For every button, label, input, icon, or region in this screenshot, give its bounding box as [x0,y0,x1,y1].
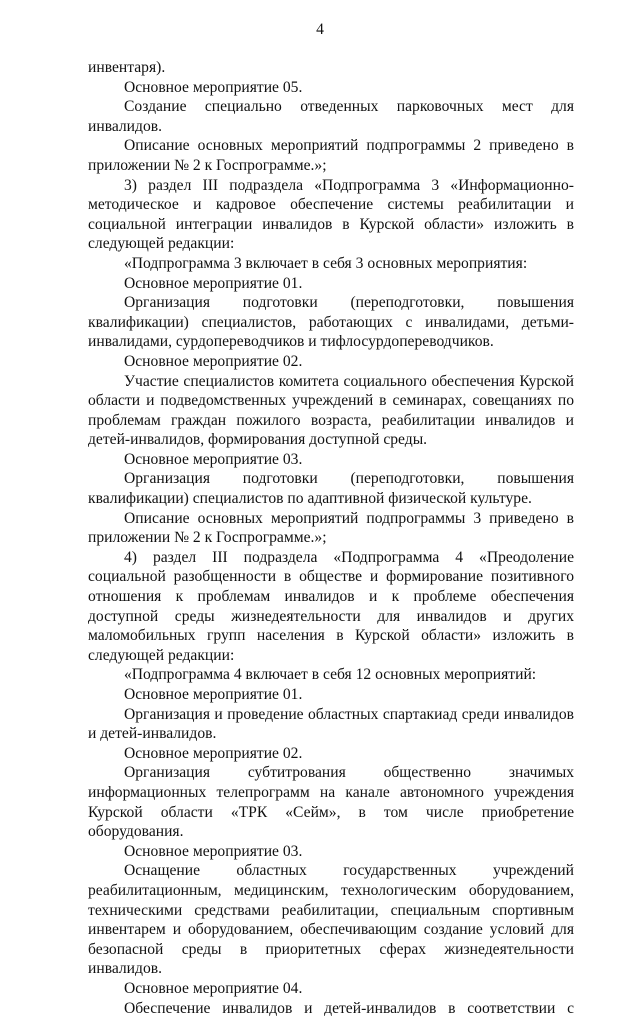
paragraph: инвентаря). [88,58,574,78]
paragraph: Основное мероприятие 02. [88,352,574,372]
paragraph: Основное мероприятие 03. [88,450,574,470]
paragraph: Организация подготовки (переподготовки, повышения квалификации) специалистов, работающих с инвалидами, детьми-инвалидами, сурдопереводчиков и тифлосурдопереводчиков. [88,293,574,352]
paragraph: 4) раздел III подраздела «Подпрограмма 4 «Преодоление социальной разобщенности в обществе и формирование позитивного отношения к проблемам инвалидов и к проблеме обеспечения доступной среды жизнедеятельности для инвалидов и других маломобильных групп населения в Курской области» изложить в следующей редакции: [88,548,574,666]
paragraph: Основное мероприятие 04. [88,979,574,999]
paragraph: Участие специалистов комитета социального обеспечения Курской области и подведомственных учреждений в семинарах, совещаниях по проблемам граждан пожилого возраста, реабилитации инвалидов и детей-инвалидов, формирования доступной среды. [88,372,574,450]
paragraph: Основное мероприятие 02. [88,744,574,764]
paragraph: 3) раздел III подраздела «Подпрограмма 3 «Информационно-методическое и кадровое обеспечение системы реабилитации и социальной интеграции инвалидов в Курской области» изложить в следующей редакции: [88,176,574,254]
paragraph: Основное мероприятие 01. [88,274,574,294]
paragraph: Создание специально отведенных парковочных мест для инвалидов. [88,97,574,136]
document-body [88,58,574,1018]
paragraph: Организация и проведение областных спартакиад среди инвалидов и детей-инвалидов. [88,705,574,744]
paragraph: Описание основных мероприятий подпрограммы 2 приведено в приложении № 2 к Госпрограмме.»; [88,136,574,175]
paragraph: Описание основных мероприятий подпрограммы 3 приведено в приложении № 2 к Госпрограмме.»; [88,509,574,548]
paragraph: Обеспечение инвалидов и детей-инвалидов в соответствии с [88,999,574,1018]
paragraph: Оснащение областных государственных учреждений реабилитационным, медицинским, технологическим оборудованием, техническими средствами реабилитации, специальным спортивным инвентарем и оборудованием, обеспечивающим создание условий для безопасной среды в приоритетных сферах жизнедеятельности инвалидов. [88,861,574,979]
paragraph: «Подпрограмма 3 включает в себя 3 основных мероприятия: [88,254,574,274]
paragraph: Основное мероприятие 03. [88,842,574,862]
paragraph: «Подпрограмма 4 включает в себя 12 основных мероприятий: [88,665,574,685]
page-number: 4 [0,20,640,40]
paragraph: Организация подготовки (переподготовки, повышения квалификации) специалистов по адаптивной физической культуре. [88,469,574,508]
paragraph: Основное мероприятие 05. [88,78,574,98]
paragraph: Организация субтитрования общественно значимых информационных телепрограмм на канале автономного учреждения Курской области «ТРК «Сейм», в том числе приобретение оборудования. [88,763,574,841]
paragraph: Основное мероприятие 01. [88,685,574,705]
